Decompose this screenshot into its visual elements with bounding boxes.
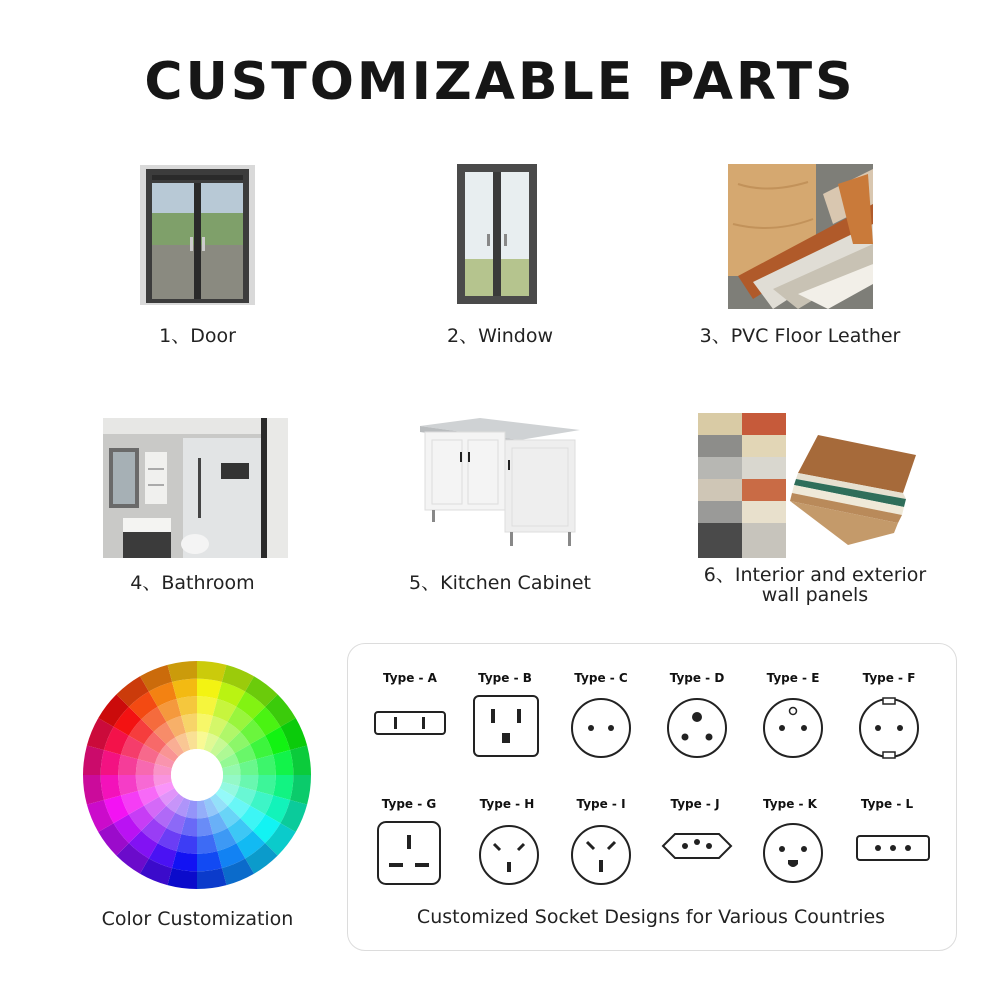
socket-label-h: Type - H bbox=[479, 797, 535, 811]
color-wheel-segment bbox=[273, 775, 293, 800]
bathroom-label: 4、Bathroom bbox=[130, 572, 255, 594]
color-wheel-icon bbox=[82, 660, 312, 890]
socket-label-j: Type - J bbox=[670, 797, 720, 811]
kitchen-cabinet-label: 5、Kitchen Cabinet bbox=[409, 572, 591, 594]
socket-label-e: Type - E bbox=[766, 671, 820, 685]
color-wheel-center bbox=[171, 749, 223, 801]
socket-label-i: Type - I bbox=[576, 797, 626, 811]
socket-k-icon bbox=[762, 822, 824, 884]
socket-i-icon bbox=[570, 824, 632, 886]
socket-h-icon bbox=[478, 824, 540, 886]
pvc-floor-label: 3、PVC Floor Leather bbox=[699, 325, 901, 347]
color-wheel-segment bbox=[273, 750, 293, 775]
socket-label-c: Type - C bbox=[574, 671, 628, 685]
door-icon bbox=[140, 165, 255, 305]
socket-label-l: Type - L bbox=[860, 797, 914, 811]
socket-e-icon bbox=[762, 697, 824, 759]
wall-panels-icon bbox=[698, 413, 916, 558]
socket-label-d: Type - D bbox=[669, 671, 725, 685]
wall-panels-label-line2: wall panels bbox=[761, 584, 869, 606]
socket-f-icon bbox=[858, 697, 920, 759]
color-wheel-segment bbox=[197, 679, 222, 699]
socket-c-icon bbox=[570, 697, 632, 759]
window-label: 2、Window bbox=[446, 325, 553, 347]
socket-label-a: Type - A bbox=[383, 671, 437, 685]
bathroom-icon bbox=[103, 418, 288, 558]
kitchen-cabinet-icon bbox=[420, 418, 580, 548]
socket-label-k: Type - K bbox=[763, 797, 817, 811]
socket-label-b: Type - B bbox=[478, 671, 532, 685]
window-icon bbox=[457, 164, 537, 304]
socket-label-f: Type - F bbox=[862, 671, 916, 685]
socket-l-icon bbox=[856, 834, 930, 862]
pvc-floor-icon bbox=[728, 164, 873, 309]
color-wheel-segment bbox=[197, 851, 222, 871]
color-wheel-segment bbox=[172, 679, 197, 699]
color-customization-label: Color Customization bbox=[101, 908, 294, 930]
color-wheel-segment bbox=[101, 775, 121, 800]
socket-label-g: Type - G bbox=[381, 797, 437, 811]
color-wheel-segment bbox=[101, 750, 121, 775]
wall-panels-label-line1: 6、Interior and exterior bbox=[703, 564, 927, 586]
socket-d-icon bbox=[666, 697, 728, 759]
socket-designs-label: Customized Socket Designs for Various Countries bbox=[416, 906, 886, 928]
socket-a-icon bbox=[374, 708, 446, 738]
page-title: CUSTOMIZABLE PARTS bbox=[144, 52, 856, 112]
socket-j-icon bbox=[661, 832, 733, 860]
socket-b-icon bbox=[473, 695, 539, 757]
door-label: 1、Door bbox=[159, 325, 236, 347]
socket-g-icon bbox=[377, 821, 441, 885]
color-wheel-segment bbox=[172, 851, 197, 871]
